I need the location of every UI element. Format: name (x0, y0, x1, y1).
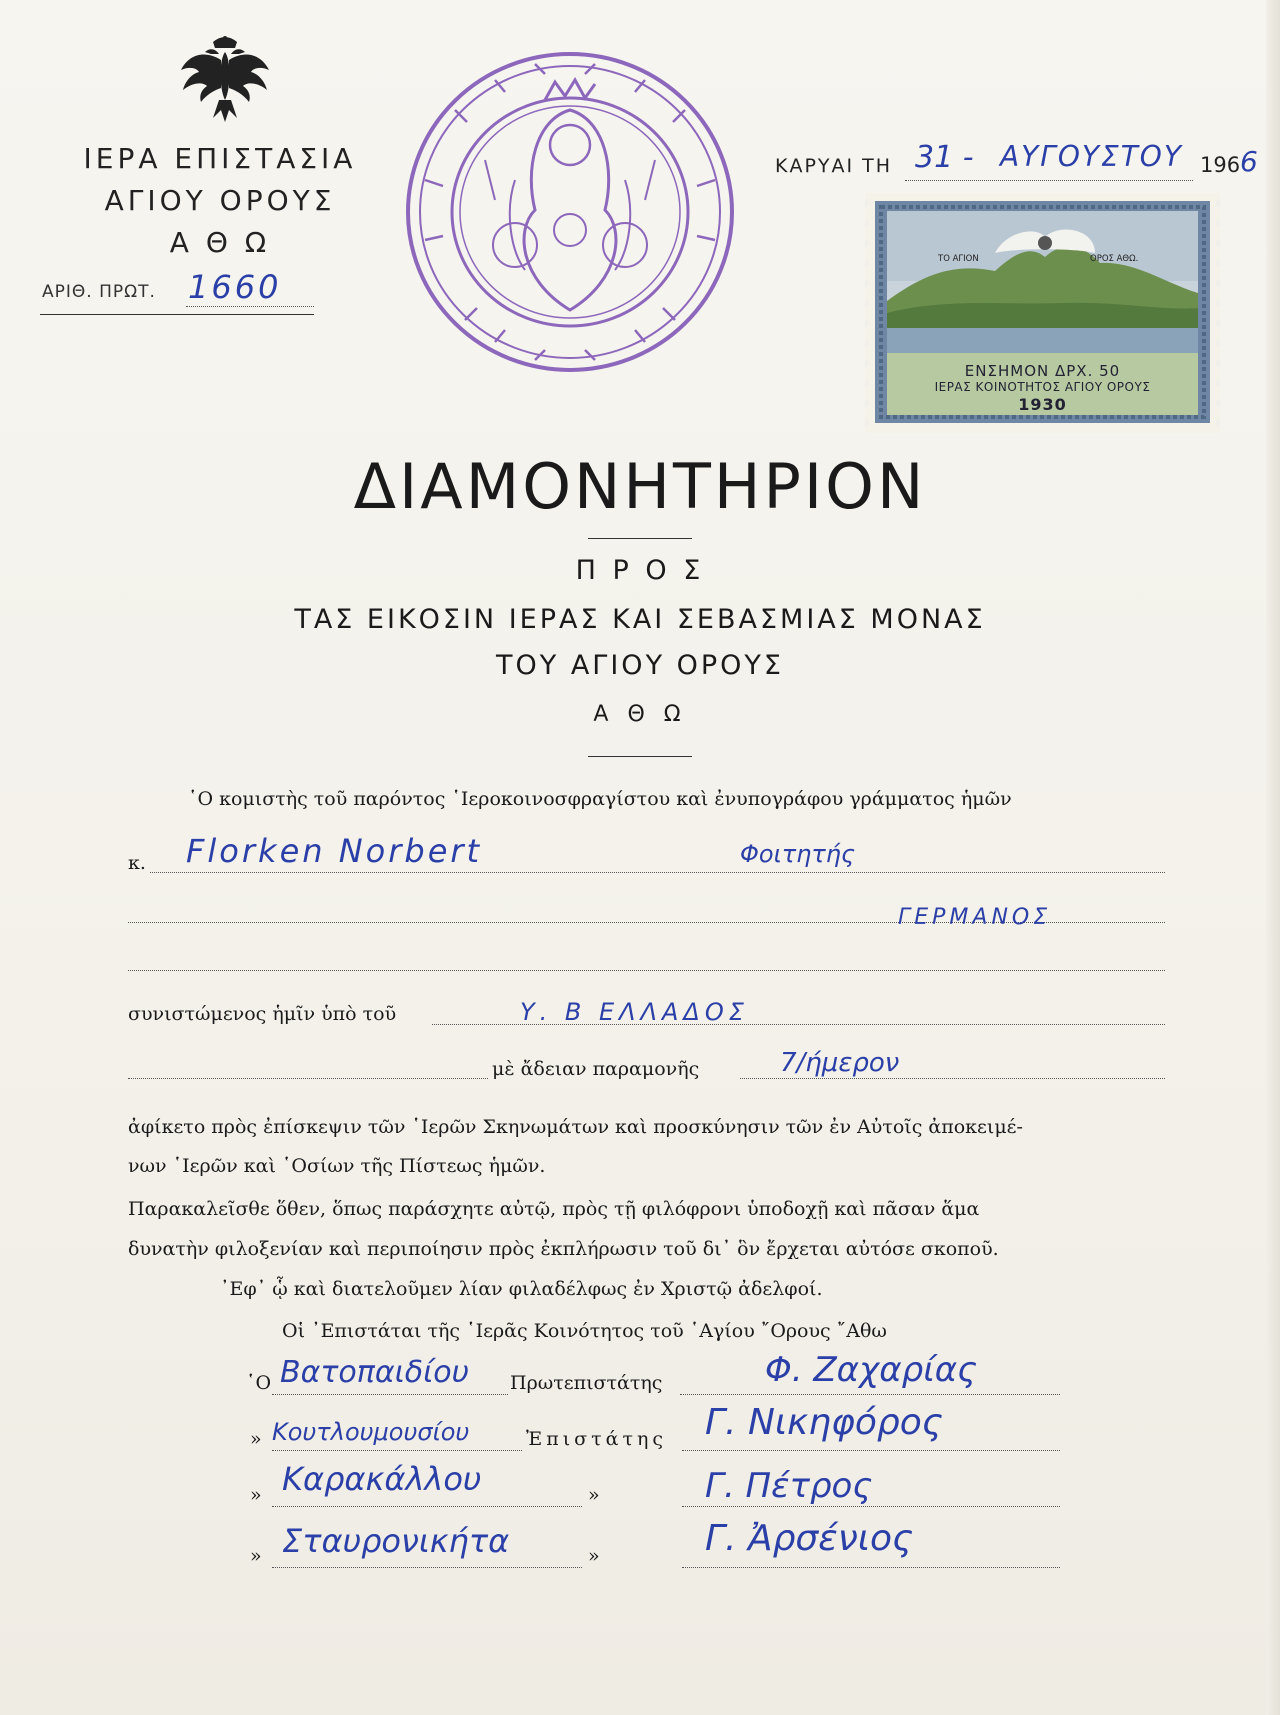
permit-lead-line (128, 1078, 488, 1079)
protocol-underline (40, 314, 314, 315)
signature-4-role: » (588, 1545, 600, 1567)
blank-line-2 (128, 970, 1165, 971)
paragraph-3: ᾽Εφ᾽ ᾧ καὶ διατελοῦμεν λίαν φιλαδέλφως ἐν Χριστῷ ἀδελφοί. (220, 1278, 823, 1300)
bearer-name-line (150, 872, 1165, 873)
subtitle-line-2: ΤΑΣ ΕΙΚΟΣΙΝ ΙΕΡΑΣ ΚΑΙ ΣΕΒΑΣΜΙΑΣ ΜΟΝΑΣ (294, 604, 986, 635)
signature-3-monastery-line (272, 1506, 582, 1507)
signature-3-line (682, 1506, 1060, 1507)
bearer-profession: Φοιτητής (740, 840, 856, 868)
signature-4-monastery-line (272, 1567, 582, 1568)
protocol-number-line (186, 306, 314, 307)
double-headed-eagle-emblem (175, 30, 275, 130)
permit-duration: 7/ήμερον (780, 1048, 900, 1078)
date-year-printed: 196 (1200, 153, 1241, 177)
header-line-3: Α Θ Ω (169, 226, 271, 259)
intro-text: ῾Ο κομιστὴς τοῦ παρόντος ῾Ιεροκοινοσφραγίστου καὶ ἐνυπογράφου γράμματος ἡμῶν (188, 788, 1012, 810)
date-year-handwritten: 6 (1240, 145, 1258, 178)
signature-4-line (682, 1567, 1060, 1568)
date-line (905, 180, 1193, 181)
paragraph-2b: δυνατὴν φιλοξενίαν καὶ περιποίησιν πρὸς ἐκπλήρωσιν τοῦ δι᾽ ὃν ἔρχεται αὐτόσε σκοποῦ. (128, 1238, 999, 1260)
date-day: 31 - (915, 140, 974, 175)
signature-2-role: Ἐπιστάτης (526, 1428, 667, 1450)
paragraph-4: Οἱ ᾽Επιστάται τῆς ῾Ιερᾶς Κοινότητος τοῦ ῾Αγίου ῎Ορους ῎Αθω (282, 1320, 887, 1342)
signature-1: Φ. Ζαχαρίας (765, 1350, 978, 1390)
paragraph-1b: νων ῾Ιερῶν καὶ ῾Οσίων τῆς Πίστεως ἡμῶν. (128, 1155, 546, 1177)
signature-4: Γ. Ἀρσένιος (705, 1518, 914, 1559)
date-month: ΑΥΓΟΥΣΤΟΥ (1000, 140, 1183, 173)
stamp-line-2: ΙΕΡΑΣ ΚΟΙΝΟΤΗΤΟΣ ΑΓΙΟΥ ΟΡΟΥΣ (934, 380, 1151, 394)
recommended-by: Υ. Β ΕΛΛΑΔΟΣ (520, 998, 749, 1026)
stamp-line-3: 1930 (1018, 395, 1067, 414)
header-line-1: ΙΕΡΑ ΕΠΙΣΤΑΣΙΑ (83, 142, 357, 175)
stamp-top-left: ΤΟ ΑΓΙΟΝ (938, 254, 979, 264)
monastery-seal (395, 40, 745, 380)
signature-1-prefix: ῾Ο (246, 1372, 272, 1394)
subtitle-line-4: Α Θ Ω (593, 702, 687, 727)
signature-2-monastery-line (272, 1450, 522, 1451)
signature-1-role: Πρωτεπιστάτης (510, 1372, 663, 1394)
protocol-number-value: 1660 (188, 268, 282, 306)
subtitle-line-3: ΤΟΥ ΑΓΙΟΥ ΟΡΟΥΣ (496, 650, 784, 681)
paragraph-2a: Παρακαλεῖσθε ὅθεν, ὅπως παράσχητε αὐτῷ, πρὸς τῇ φιλόφρονι ὑποδοχῇ καὶ πᾶσαν ἅμα (128, 1198, 980, 1220)
signature-4-monastery: Σταυρονικήτα (282, 1522, 510, 1560)
signature-4-prefix: » (250, 1545, 262, 1567)
signature-2-prefix: » (250, 1428, 262, 1450)
recommended-label: συνιστώμενος ἡμῖν ὑπὸ τοῦ (128, 1003, 397, 1025)
bearer-k-label: κ. (128, 852, 146, 874)
bearer-nationality: ΓΕΡΜΑΝΟΣ (898, 905, 1052, 930)
signature-2-monastery: Κουτλουμουσίου (272, 1418, 470, 1446)
signature-2: Γ. Νικηφόρος (705, 1402, 943, 1443)
signature-3-role: » (588, 1484, 600, 1506)
title-rule (588, 538, 692, 539)
signature-1-line (680, 1394, 1060, 1395)
signature-3: Γ. Πέτρος (705, 1466, 873, 1506)
permit-label: μὲ ἄδειαν παραμονῆς (492, 1058, 700, 1080)
signature-1-monastery: Βατοπαιδίου (280, 1355, 469, 1390)
stamp-line-1: ΕΝΣΗΜΟΝ ΔΡΧ. 50 (964, 362, 1121, 380)
subtitle-rule (588, 756, 692, 757)
stamp-top-right: ΟΡΟΣ ΑΘΩ. (1090, 254, 1139, 264)
signature-3-monastery: Καρακάλλου (282, 1460, 482, 1498)
subtitle-line-1: Π Ρ Ο Σ (575, 555, 705, 586)
bearer-name: Florken Norbert (186, 832, 483, 870)
date-label: ΚΑΡΥΑΙ ΤΗ (775, 155, 893, 177)
header-line-2: ΑΓΙΟΥ ΟΡΟΥΣ (104, 184, 336, 217)
paper-edge (1266, 0, 1280, 1715)
signature-2-line (682, 1450, 1060, 1451)
document-title: ΔΙΑΜΟΝΗΤΗΡΙΟΝ (353, 450, 927, 523)
paragraph-1a: ἀφίκετο πρὸς ἐπίσκεψιν τῶν ῾Ιερῶν Σκηνωμάτων καὶ προσκύνησιν τῶν ἐν Αὐτοῖς ἀποκειμέ- (128, 1116, 1023, 1138)
protocol-number-label: ΑΡΙΘ. ΠΡΩΤ. (42, 282, 156, 302)
signature-3-prefix: » (250, 1484, 262, 1506)
signature-1-monastery-line (272, 1394, 508, 1395)
permit-line (740, 1078, 1165, 1079)
